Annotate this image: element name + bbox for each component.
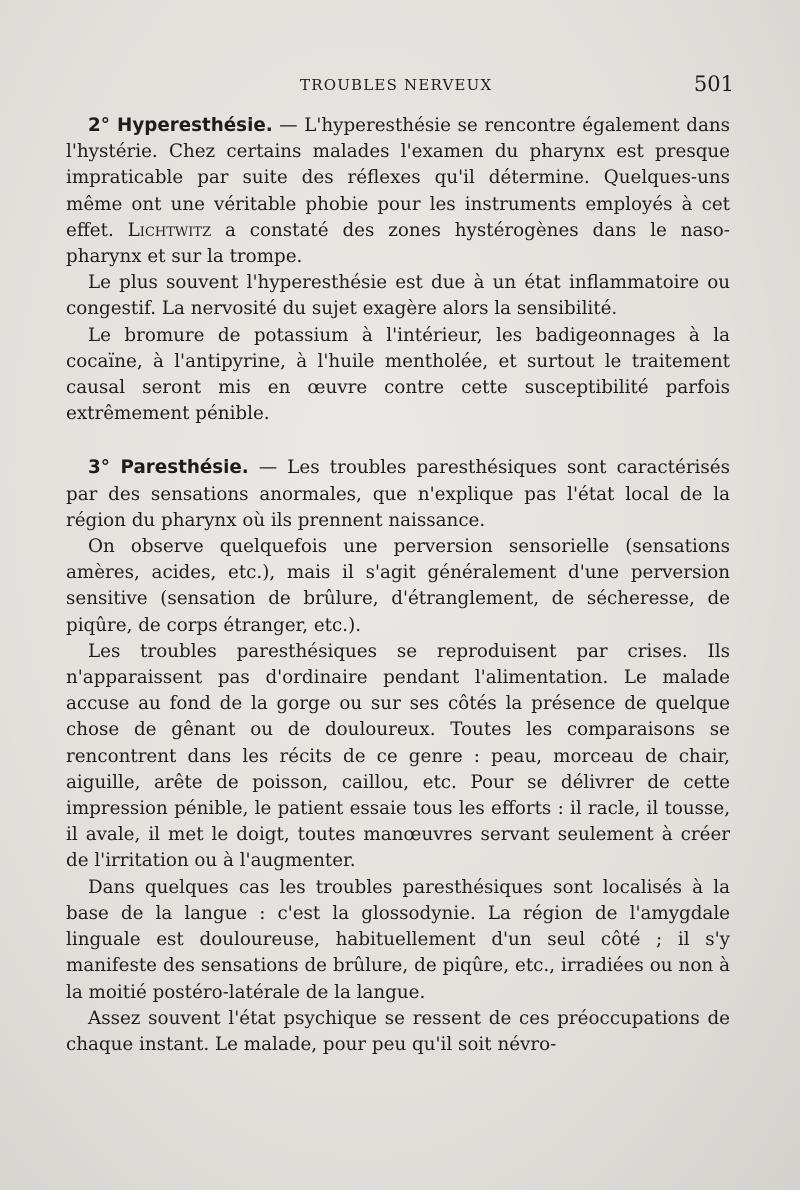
body-text — [66, 113, 730, 1058]
paragraph-text: — L'hyperesthésie se rencontre également dans l'hystérie. Chez certains malades l'examen du pharynx est presque impraticable par suite des réflexes qu'il détermine. Quelques-uns même ont une véritable phobie pour les instruments employés à cet effet. — [66, 115, 730, 241]
paragraph-text: — Les troubles paresthésiques sont caractérisés par des sensations anormales, que n'explique pas l'état local de la région du pharynx où ils prennent naissance. — [66, 457, 730, 531]
paragraph: Assez souvent l'état psychique se ressent de ces préoccupations de chaque instant. Le malade, pour peu qu'il soit névro- — [66, 1007, 730, 1055]
section-heading-hyperesthesie: 2° Hyperesthésie. — [88, 115, 273, 136]
section-heading-paresthesie: 3° Paresthésie. — [88, 457, 249, 479]
paragraph: On observe quelquefois une perversion sensorielle (sensations amères, acides, etc.), mais il s'agit généralement d'une perversion sensitive (sensation de brûlure, d'étranglement, de sécheresse, de piqûre, de corps étranger, etc.). — [66, 536, 730, 636]
paragraph: Dans quelques cas les troubles paresthésiques sont localisés à la base de la langue : c'est la glossodynie. La région de l'amygdale linguale est douloureuse, habituellement d'un seul côté ; il s'y manifeste des sensations de brûlure, de piqûre, etc., irradiées ou non à la moitié postéro-latérale de la langue. — [66, 876, 730, 1003]
paragraph: Le plus souvent l'hyperesthésie est due à un état inflammatoire ou congestif. La nervosité du sujet exagère alors la sensibilité. — [66, 272, 730, 320]
running-head — [66, 72, 734, 100]
paragraph-hyperesthesie-intro — [66, 113, 730, 270]
paragraph: Les troubles paresthésiques se reproduisent par crises. Ils n'apparaissent pas d'ordinaire pendant l'alimentation. Le malade accuse au fond de la gorge ou sur ses côtés la présence de quelque chose de gênant ou de douloureux. Toutes les comparaisons se rencontrent dans les récits de ce genre : peau, morceau de chair, aiguille, arête de poisson, caillou, etc. Pour se délivrer de cette impression pénible, le patient essaie tous les efforts : il racle, il tousse, il avale, il met le doigt, toutes manœuvres servant seulement à créer de l'irritation ou à l'augmenter. — [66, 640, 730, 872]
running-title: TROUBLES NERVEUX — [300, 76, 493, 94]
author-name: Lichtwitz — [127, 219, 212, 241]
paragraph-paresthesie-intro — [66, 455, 730, 534]
paragraph-text-tail: a constaté des zones hystérogènes dans le naso-pharynx et sur la trompe. — [66, 219, 730, 268]
paragraph: Le bromure de potassium à l'intérieur, les badigeonnages à la cocaïne, à l'antipyrine, à l'huile mentholée, et surtout le traitement causal seront mis en œuvre contre cette susceptibilité parfois extrêmement pénible. — [66, 324, 730, 425]
page-number: 501 — [693, 72, 734, 96]
